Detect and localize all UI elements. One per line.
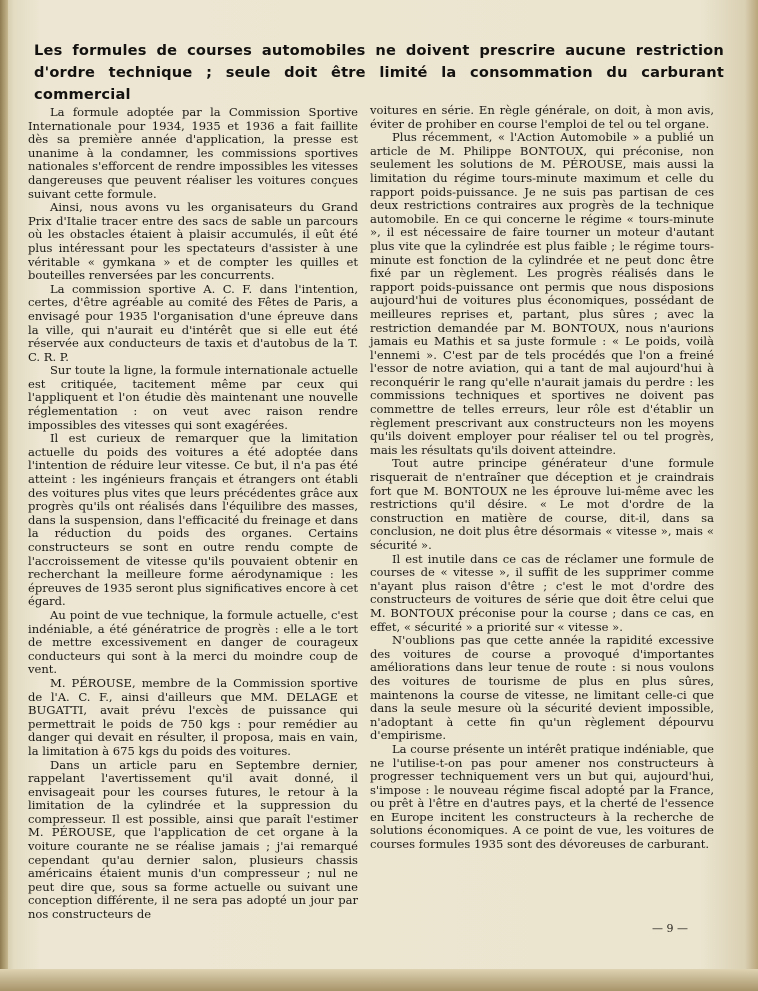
paragraph: La course présente un intérêt pratique indéniable, que ne l'utilise-t-on pas pour amener nos constructeurs à progresser techniquement vers un but qui, aujourd'hui, s'impose : le nouveau régime fiscal adopté par la France, ou prêt à l'être en d'autres pays, et la cherté de l'essence en Europe incitent les constructeurs à la recherche de solutions économiques. A ce point de vue, les voitures de courses formules 1935 sont des dévoreuses de carburant. [370,741,714,852]
paragraph: La commission sportive A. C. F. dans l'intention, certes, d'être agréable au comité des Fêtes de Paris, a envisagé pour 1935 l'organisation d'une épreuve dans la ville, qui n'aurait eu d'intérêt que si elle eut été réservée aux conducteurs de taxis et d'autobus de la T. C. R. P. [28,281,358,364]
paragraph: Dans un article paru en Septembre dernier, rappelant l'avertissement qu'il avait donné, il envisageait pour les courses futures, le retour à la limitation de la cylindrée et la suppression du compresseur. Il est possible, ainsi que paraît l'estimer M. PÉROUSE, que l'application de cet organe à la voiture courante ne se réalise jamais ; j'ai remarqué cependant qu'au dernier salon, plusieurs chassis américains étaient munis d'un compresseur ; nul ne peut dire que, sous sa forme actuelle ou suivant une conception différente, il ne sera pas adopté un jour par nos constructeurs de [28,757,358,922]
page-spine [0,0,8,991]
left-column [28,106,358,922]
paragraph: Tout autre principe générateur d'une formule risquerait de n'entraîner que déception et je craindrais fort que M. BONTOUX ne les éprouve lui-même avec les restrictions qu'il désire. « Le mot d'ordre de la construction en matière de course, dit-il, dans sa conclusion, ne doit plus être désormais « vitesse », mais « sécurité ». [370,456,714,552]
paragraph: Il est inutile dans ce cas de réclamer une formule de courses de « vitesse », il suffit de les supprimer comme n'ayant plus raison d'être ; c'est le mot d'ordre des constructeurs de voitures de série que doit être celui que M. BONTOUX préconise pour la course ; dans ce cas, en effet, « sécurité » a priorité sur « vitesse ». [370,551,714,634]
article-headline [34,40,724,106]
right-column [370,104,714,852]
page-bottom-edge [0,969,758,991]
paragraph: Au point de vue technique, la formule actuelle, c'est indéniable, a été génératrice de progrès : elle a le tort de mettre excessivement en danger de courageux conducteurs qui sont à la merci du moindre coup de vent. [28,607,358,677]
paragraph: Ainsi, nous avons vu les organisateurs du Grand Prix d'Italie tracer entre des sacs de sable un parcours où les obstacles étaient à plaisir accumulés, il eût été plus intéressant pour les spectateurs d'assister à une véritable « gymkana » et de compter les quilles et bouteilles renversées par les concurrents. [28,200,358,283]
paragraph: voitures en série. En règle générale, on doit, à mon avis, éviter de prohiber en course l'emploi de tel ou tel organe. [370,103,714,131]
paragraph: N'oublions pas que cette année la rapidité excessive des voitures de course a provoqué d'importantes améliorations dans leur tenue de route : si nous voulons des voitures de tourisme de plus en plus sûres, maintenons la course de vitesse, ne limitant celle-ci que dans la seule mesure où la sécurité devient impossible, n'adoptant à cette fin qu'un règlement dépourvu d'empirisme. [370,633,714,743]
paragraph: M. PÉROUSE, membre de la Commission sportive de l'A. C. F., ainsi d'ailleurs que MM. DELAGE et BUGATTI, avait prévu l'excès de puissance qui permettrait le poids de 750 kgs : pour remédier au danger qui devait en résulter, il proposa, mais en vain, la limitation à 675 kgs du poids des voitures. [28,675,358,758]
paragraph: La formule adoptée par la Commission Sportive Internationale pour 1934, 1935 et 1936 a fait faillite dès sa première année d'application, la presse est unanime à la condamner, les commissions sportives nationales s'efforcent de rendre impossibles les vitesses dangereuses que peuvent réaliser les voitures conçues suivant cette formule. [28,105,358,201]
paragraph: Sur toute la ligne, la formule internationale actuelle est critiquée, tacitement même par ceux qui l'appliquent et l'on étudie dès maintenant une nouvelle réglementation : on veut avec raison rendre impossibles des vitesses qui sont exagérées. [28,363,358,432]
headline-line-2: d'ordre technique ; seule doit être limité la consommation du carburant commercial [34,64,724,103]
page-number: — 9 — [652,922,688,935]
paragraph: Plus récemment, « l'Action Automobile » a publié un article de M. Philippe BONTOUX, qui préconise, non seulement les solutions de M. PÉROUSE, mais aussi la limitation du régime tours-minute maximum et celle du rapport poids-puissance. Je ne suis pas partisan de ces deux restrictions contraires aux progrès de la technique automobile. En ce qui concerne le régime « tours-minute », il est nécessaire de faire tourner un moteur d'autant plus vite que la cylindrée est plus faible ; le régime tours-minute est fonction de la cylindrée et ne peut donc être fixé par un règlement. Les progrès réalisés dans le rapport poids-puissance ont permis que nous disposions aujourd'hui de voitures plus économiques, possédant de meilleures reprises et, partant, plus sûres ; avec la restriction demandée par M. BONTOUX, nous n'aurions jamais eu Mathis et sa juste formule : « Le poids, voilà l'ennemi ». C'est par de tels procédés que l'on a freiné l'essor de notre aviation, qui a tant de mal aujourd'hui à reconquérir le rang qu'elle n'aurait jamais du perdre : les commissions techniques et sportives ne doivent pas commettre de telles erreurs, leur rôle est d'établir un règlement prescrivant aux constructeurs non les moyens qu'ils doivent employer pour réaliser tel ou tel progrès, mais les résultats qu'ils doivent atteindre. [370,130,714,457]
headline-line-1: Les formules de courses automobiles ne doivent prescrire aucune restriction [34,42,724,59]
paragraph: Il est curieux de remarquer que la limitation actuelle du poids des voitures a été adoptée dans l'intention de réduire leur vitesse. Ce but, il n'a pas été atteint : les ingénieurs français et étrangers ont établi des voitures plus vites que leurs précédentes grâce aux progrès qu'ils ont réalisés dans l'équilibre des masses, dans la suspension, dans l'efficacité du freinage et dans la réduction du poids des organes. Certains constructeurs se sont en outre rendu compte de l'accroissement de vitesse qu'ils pouvaient obtenir en recherchant la meilleure forme aérodynamique : les épreuves de 1935 seront plus significatives encore à cet égard. [28,431,358,609]
